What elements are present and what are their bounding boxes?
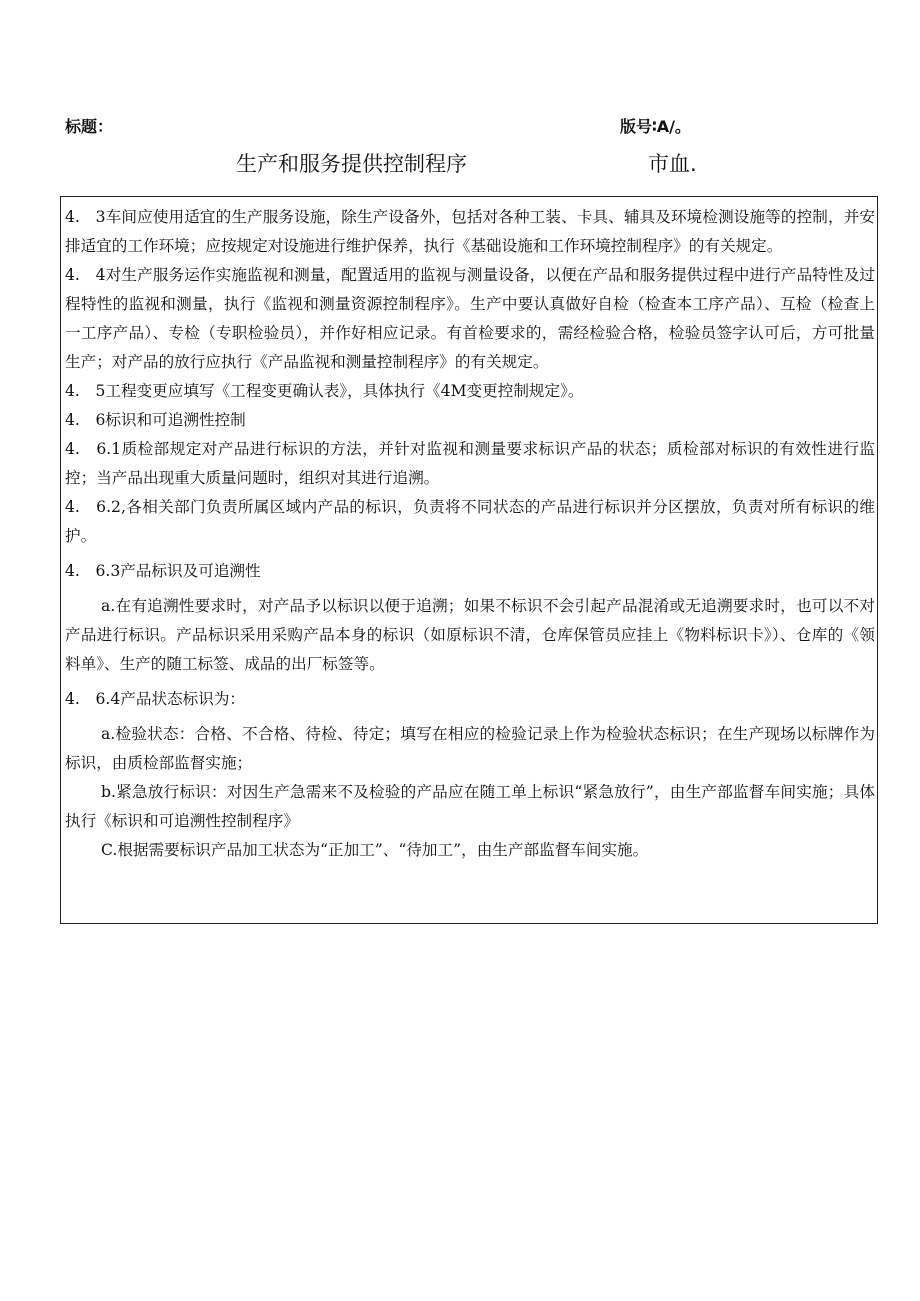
paragraph-4-6-4-a: a.检验状态：合格、不合格、待检、待定；填写在相应的检验记录上作为检验状态标识；在生产现场以标牌作为标识，由质检部监督实施； bbox=[65, 725, 875, 772]
version-label: 版号∶A/。 bbox=[620, 117, 691, 136]
document-code: 市血. bbox=[648, 152, 697, 176]
paragraph-4-6-4: 4. 6.4产品状态标识为： bbox=[65, 690, 246, 708]
paragraph-4-4: 4. 4对生产服务运作实施监视和测量，配置适用的监视与测量设备，以便在产品和服务提供过程中进行产品特性及过程特性的监视和测量，执行《监视和测量资源控制程序》。生产中要认真做好自检（检查本工序产品）、互检（检查上一工序产品）、专检（专职检验员），并作好相应记录。有首检要求的，需经检验合格，检验员签字认可后，方可批量生产；对产品的放行应执行《产品监视和测量控制程序》的有关规定。 bbox=[65, 266, 875, 371]
paragraph-4-6-2: 4. 6.2,各相关部门负责所属区域内产品的标识，负责将不同状态的产品进行标识并分区摆放，负责对所有标识的维护。 bbox=[65, 498, 875, 545]
document-title: 生产和服务提供控制程序 bbox=[236, 152, 467, 176]
title-label: 标题： bbox=[65, 117, 114, 136]
paragraph-4-5: 4. 5工程变更应填写《工程变更确认表》，具体执行《4M变更控制规定》。 bbox=[65, 382, 584, 400]
paragraph-4-3: 4. 3车间应使用适宜的生产服务设施，除生产设备外，包括对各种工装、卡具、辅具及环境检测设施等的控制，并安排适宜的工作环境；应按规定对设施进行维护保养，执行《基础设施和工作环境控制程序》的有关规定。 bbox=[65, 208, 875, 255]
paragraph-4-6-3-a: a.在有追溯性要求时，对产品予以标识以便于追溯；如果不标识不会引起产品混淆或无追溯要求时，也可以不对产品进行标识。产品标识采用采购产品本身的标识（如原标识不清，仓库保管员应挂上《物料标识卡》）、仓库的《领料单》、生产的随工标签、成品的出厂标签等。 bbox=[65, 597, 875, 673]
paragraph-4-6-4-c: C.根据需要标识产品加工状态为“正加工”、“待加工”，由生产部监督车间实施。 bbox=[101, 841, 649, 859]
paragraph-4-6-3: 4. 6.3产品标识及可追溯性 bbox=[65, 562, 261, 580]
content-box bbox=[60, 196, 878, 924]
paragraph-4-6-4-b: b.紧急放行标识：对因生产急需来不及检验的产品应在随工单上标识“紧急放行”，由生产部监督车间实施；具体执行《标识和可追溯性控制程序》 bbox=[65, 783, 875, 830]
paragraph-4-6-1: 4. 6.1质检部规定对产品进行标识的方法，并针对监视和测量要求标识产品的状态；质检部对标识的有效性进行监控；当产品出现重大质量问题时，组织对其进行追溯。 bbox=[65, 440, 875, 487]
paragraph-4-6: 4. 6标识和可追溯性控制 bbox=[65, 411, 246, 429]
